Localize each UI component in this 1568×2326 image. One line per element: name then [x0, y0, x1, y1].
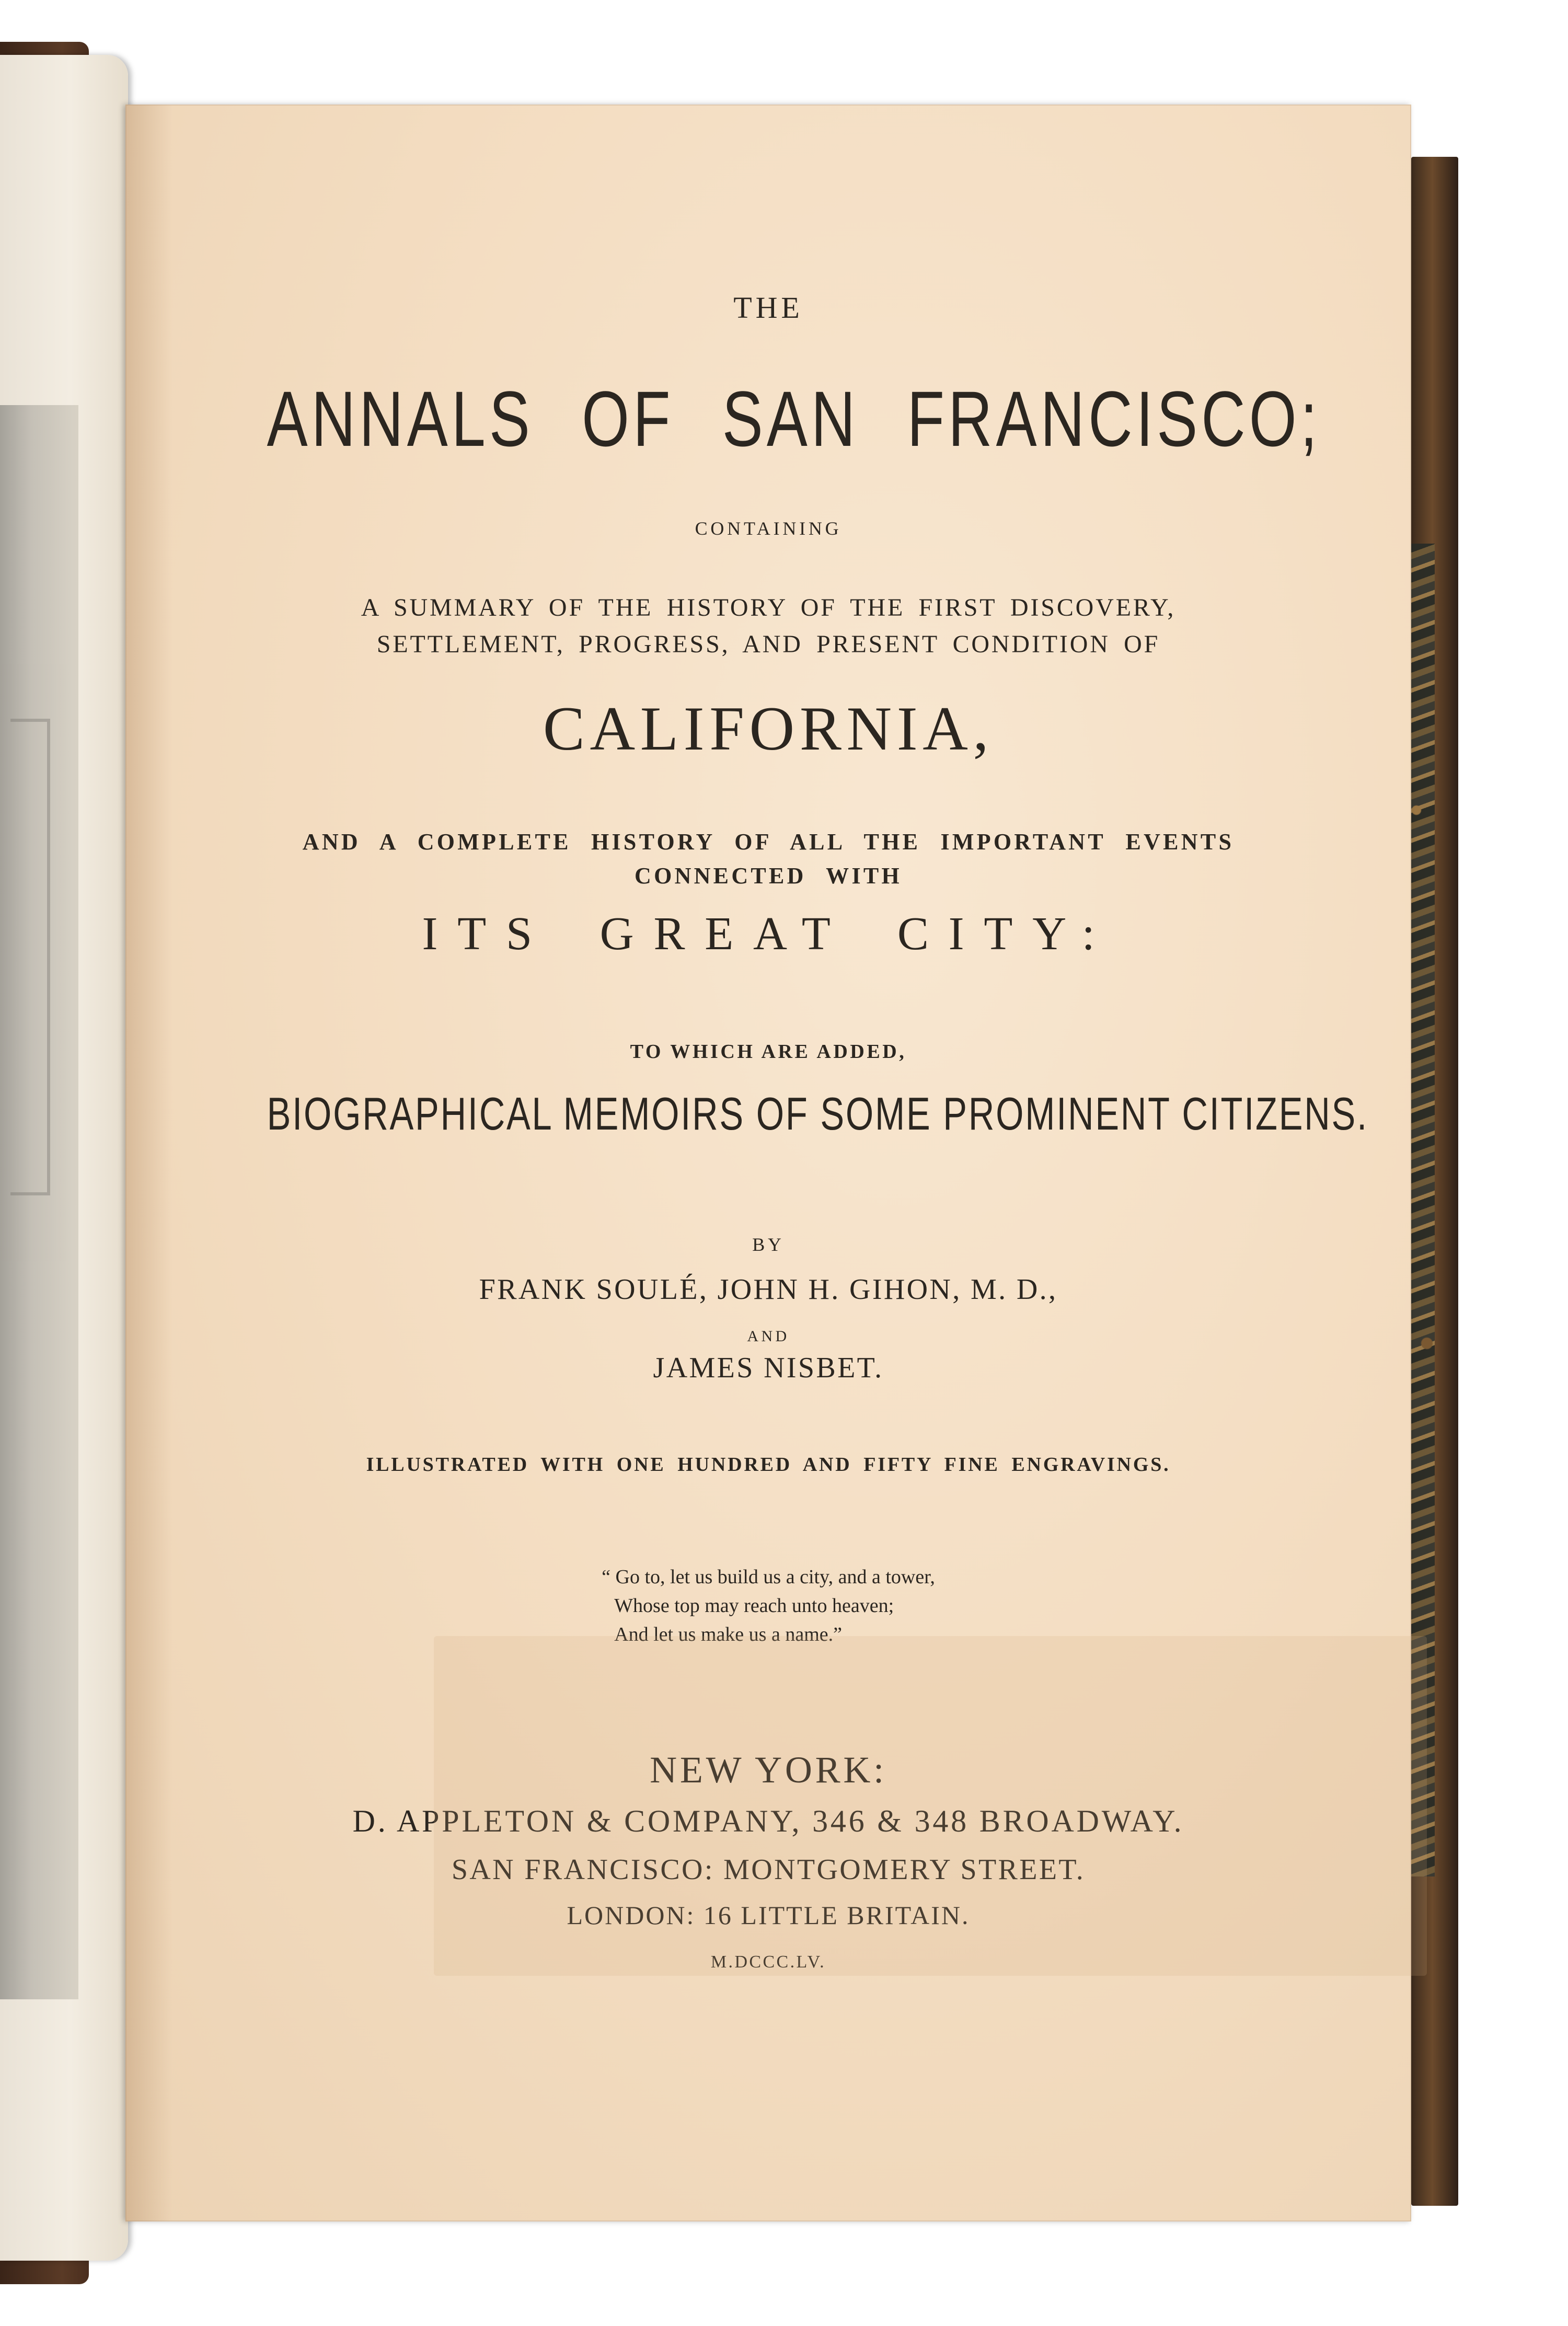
- imprint-city: NEW YORK:: [650, 1749, 887, 1791]
- title-page: [125, 105, 1411, 2221]
- imprint-publisher: D. APPLETON & COMPANY, 346 & 348 BROADWAY.: [352, 1804, 1184, 1838]
- imprint-san-francisco: SAN FRANCISCO: MONTGOMERY STREET.: [451, 1853, 1086, 1886]
- imprint-date: M.DCCC.LV.: [710, 1952, 826, 1972]
- and-label: AND: [747, 1328, 790, 1345]
- california-heading: CALIFORNIA,: [543, 694, 994, 763]
- epigraph: [125, 1563, 1411, 1649]
- left-facing-page: [0, 55, 128, 2261]
- summary-line-2: SETTLEMENT, PROGRESS, AND PRESENT CONDITION OF: [376, 630, 1160, 658]
- biographical-heading: BIOGRAPHICAL MEMOIRS OF SOME PROMINENT CITIZENS.: [267, 1088, 1368, 1139]
- frontispiece-plate-edge: [0, 405, 78, 1999]
- epigraph-line-2: Whose top may reach unto heaven;: [614, 1595, 894, 1617]
- epigraph-line-1: “ Go to, let us build us a city, and a tower,: [602, 1566, 935, 1588]
- epigraph-line-3: And let us make us a name.”: [614, 1623, 842, 1646]
- containing-label: CONTAINING: [695, 518, 842, 539]
- title-the: THE: [733, 291, 803, 325]
- main-title: ANNALS OF SAN FRANCISCO;: [267, 375, 1321, 463]
- imprint-london: LONDON: 16 LITTLE BRITAIN.: [567, 1901, 970, 1930]
- summary-line-1: A SUMMARY OF THE HISTORY OF THE FIRST DISCOVERY,: [361, 594, 1176, 621]
- authors-line-1: FRANK SOULÉ, JOHN H. GIHON, M. D.,: [479, 1273, 1058, 1306]
- added-label: TO WHICH ARE ADDED,: [630, 1041, 907, 1063]
- authors-line-2: JAMES NISBET.: [653, 1352, 884, 1384]
- complete-history-line-2: CONNECTED WITH: [635, 863, 902, 889]
- great-city-heading: ITS GREAT CITY:: [422, 908, 1115, 960]
- complete-history-line-1: AND A COMPLETE HISTORY OF ALL THE IMPORTANT EVENTS: [302, 829, 1235, 855]
- illustrated-note: ILLUSTRATED WITH ONE HUNDRED AND FIFTY FINE ENGRAVINGS.: [366, 1454, 1171, 1476]
- by-label: BY: [752, 1234, 785, 1255]
